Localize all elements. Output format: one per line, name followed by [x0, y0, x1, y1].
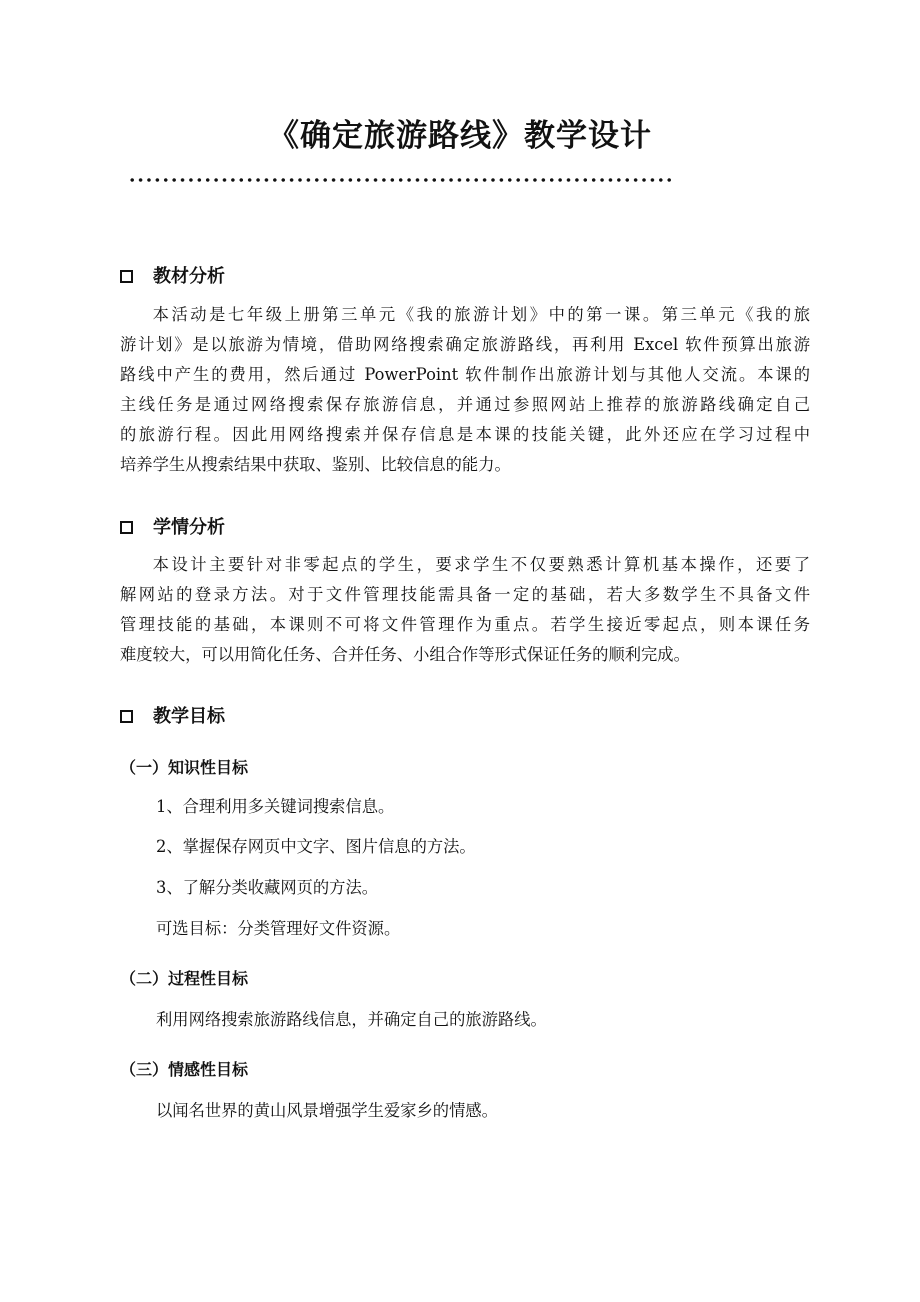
- subheading-knowledge: （一）知识性目标: [120, 758, 249, 777]
- subheading-process: （二）过程性目标: [120, 969, 249, 988]
- paragraph-line: 解网站的登录方法。对于文件管理技能需具备一定的基础，若大多数学生不具备文件: [120, 585, 810, 604]
- checkbox-bullet-icon: [120, 710, 133, 723]
- section-heading-text: 学情分析: [153, 517, 225, 538]
- section-heading-goals: [120, 702, 225, 728]
- subheading-emotion: （三）情感性目标: [120, 1060, 249, 1079]
- dotted-divider: [128, 176, 673, 184]
- emotion-goal-text: 以闻名世界的黄山风景增强学生爱家乡的情感。: [156, 1101, 498, 1120]
- paragraph-line: 主线任务是通过网络搜索保存旅游信息，并通过参照网站上推荐的旅游路线确定自己: [120, 395, 810, 414]
- section-heading-material: [120, 262, 225, 288]
- section-heading-text: 教材分析: [153, 266, 225, 287]
- document-title: 《确定旅游路线》教学设计: [268, 118, 652, 154]
- paragraph-line: 的旅游行程。因此用网络搜索并保存信息是本课的技能关键，此外还应在学习过程中: [120, 425, 810, 444]
- paragraph-line: 本活动是七年级上册第三单元《我的旅游计划》中的第一课。第三单元《我的旅: [152, 305, 810, 324]
- paragraph-line: 路线中产生的费用，然后通过 PowerPoint 软件制作出旅游计划与其他人交流。本课的: [120, 365, 810, 384]
- paragraph-line: 管理技能的基础，本课则不可将文件管理作为重点。若学生接近零起点，则本课任务: [120, 615, 810, 634]
- material-paragraph: [120, 300, 810, 480]
- paragraph-line: 培养学生从搜索结果中获取、鉴别、比较信息的能力。: [120, 455, 511, 474]
- goal-item: 2、掌握保存网页中文字、图片信息的方法。: [156, 837, 476, 856]
- students-paragraph: [120, 550, 810, 670]
- checkbox-bullet-icon: [120, 521, 133, 534]
- section-heading-text: 教学目标: [153, 706, 225, 727]
- section-heading-students: [120, 513, 225, 539]
- paragraph-line: 游计划》是以旅游为情境，借助网络搜索确定旅游路线，再利用 Excel 软件预算出旅游: [120, 335, 810, 354]
- goal-item: 1、合理利用多关键词搜索信息。: [156, 797, 395, 816]
- goal-item: 可选目标：分类管理好文件资源。: [156, 919, 401, 938]
- paragraph-line: 本设计主要针对非零起点的学生，要求学生不仅要熟悉计算机基本操作，还要了: [152, 555, 810, 574]
- paragraph-line: 难度较大，可以用简化任务、合并任务、小组合作等形式保证任务的顺利完成。: [120, 645, 690, 664]
- checkbox-bullet-icon: [120, 270, 133, 283]
- goal-item: 3、了解分类收藏网页的方法。: [156, 878, 379, 897]
- process-goal-text: 利用网络搜索旅游路线信息，并确定自己的旅游路线。: [156, 1010, 547, 1029]
